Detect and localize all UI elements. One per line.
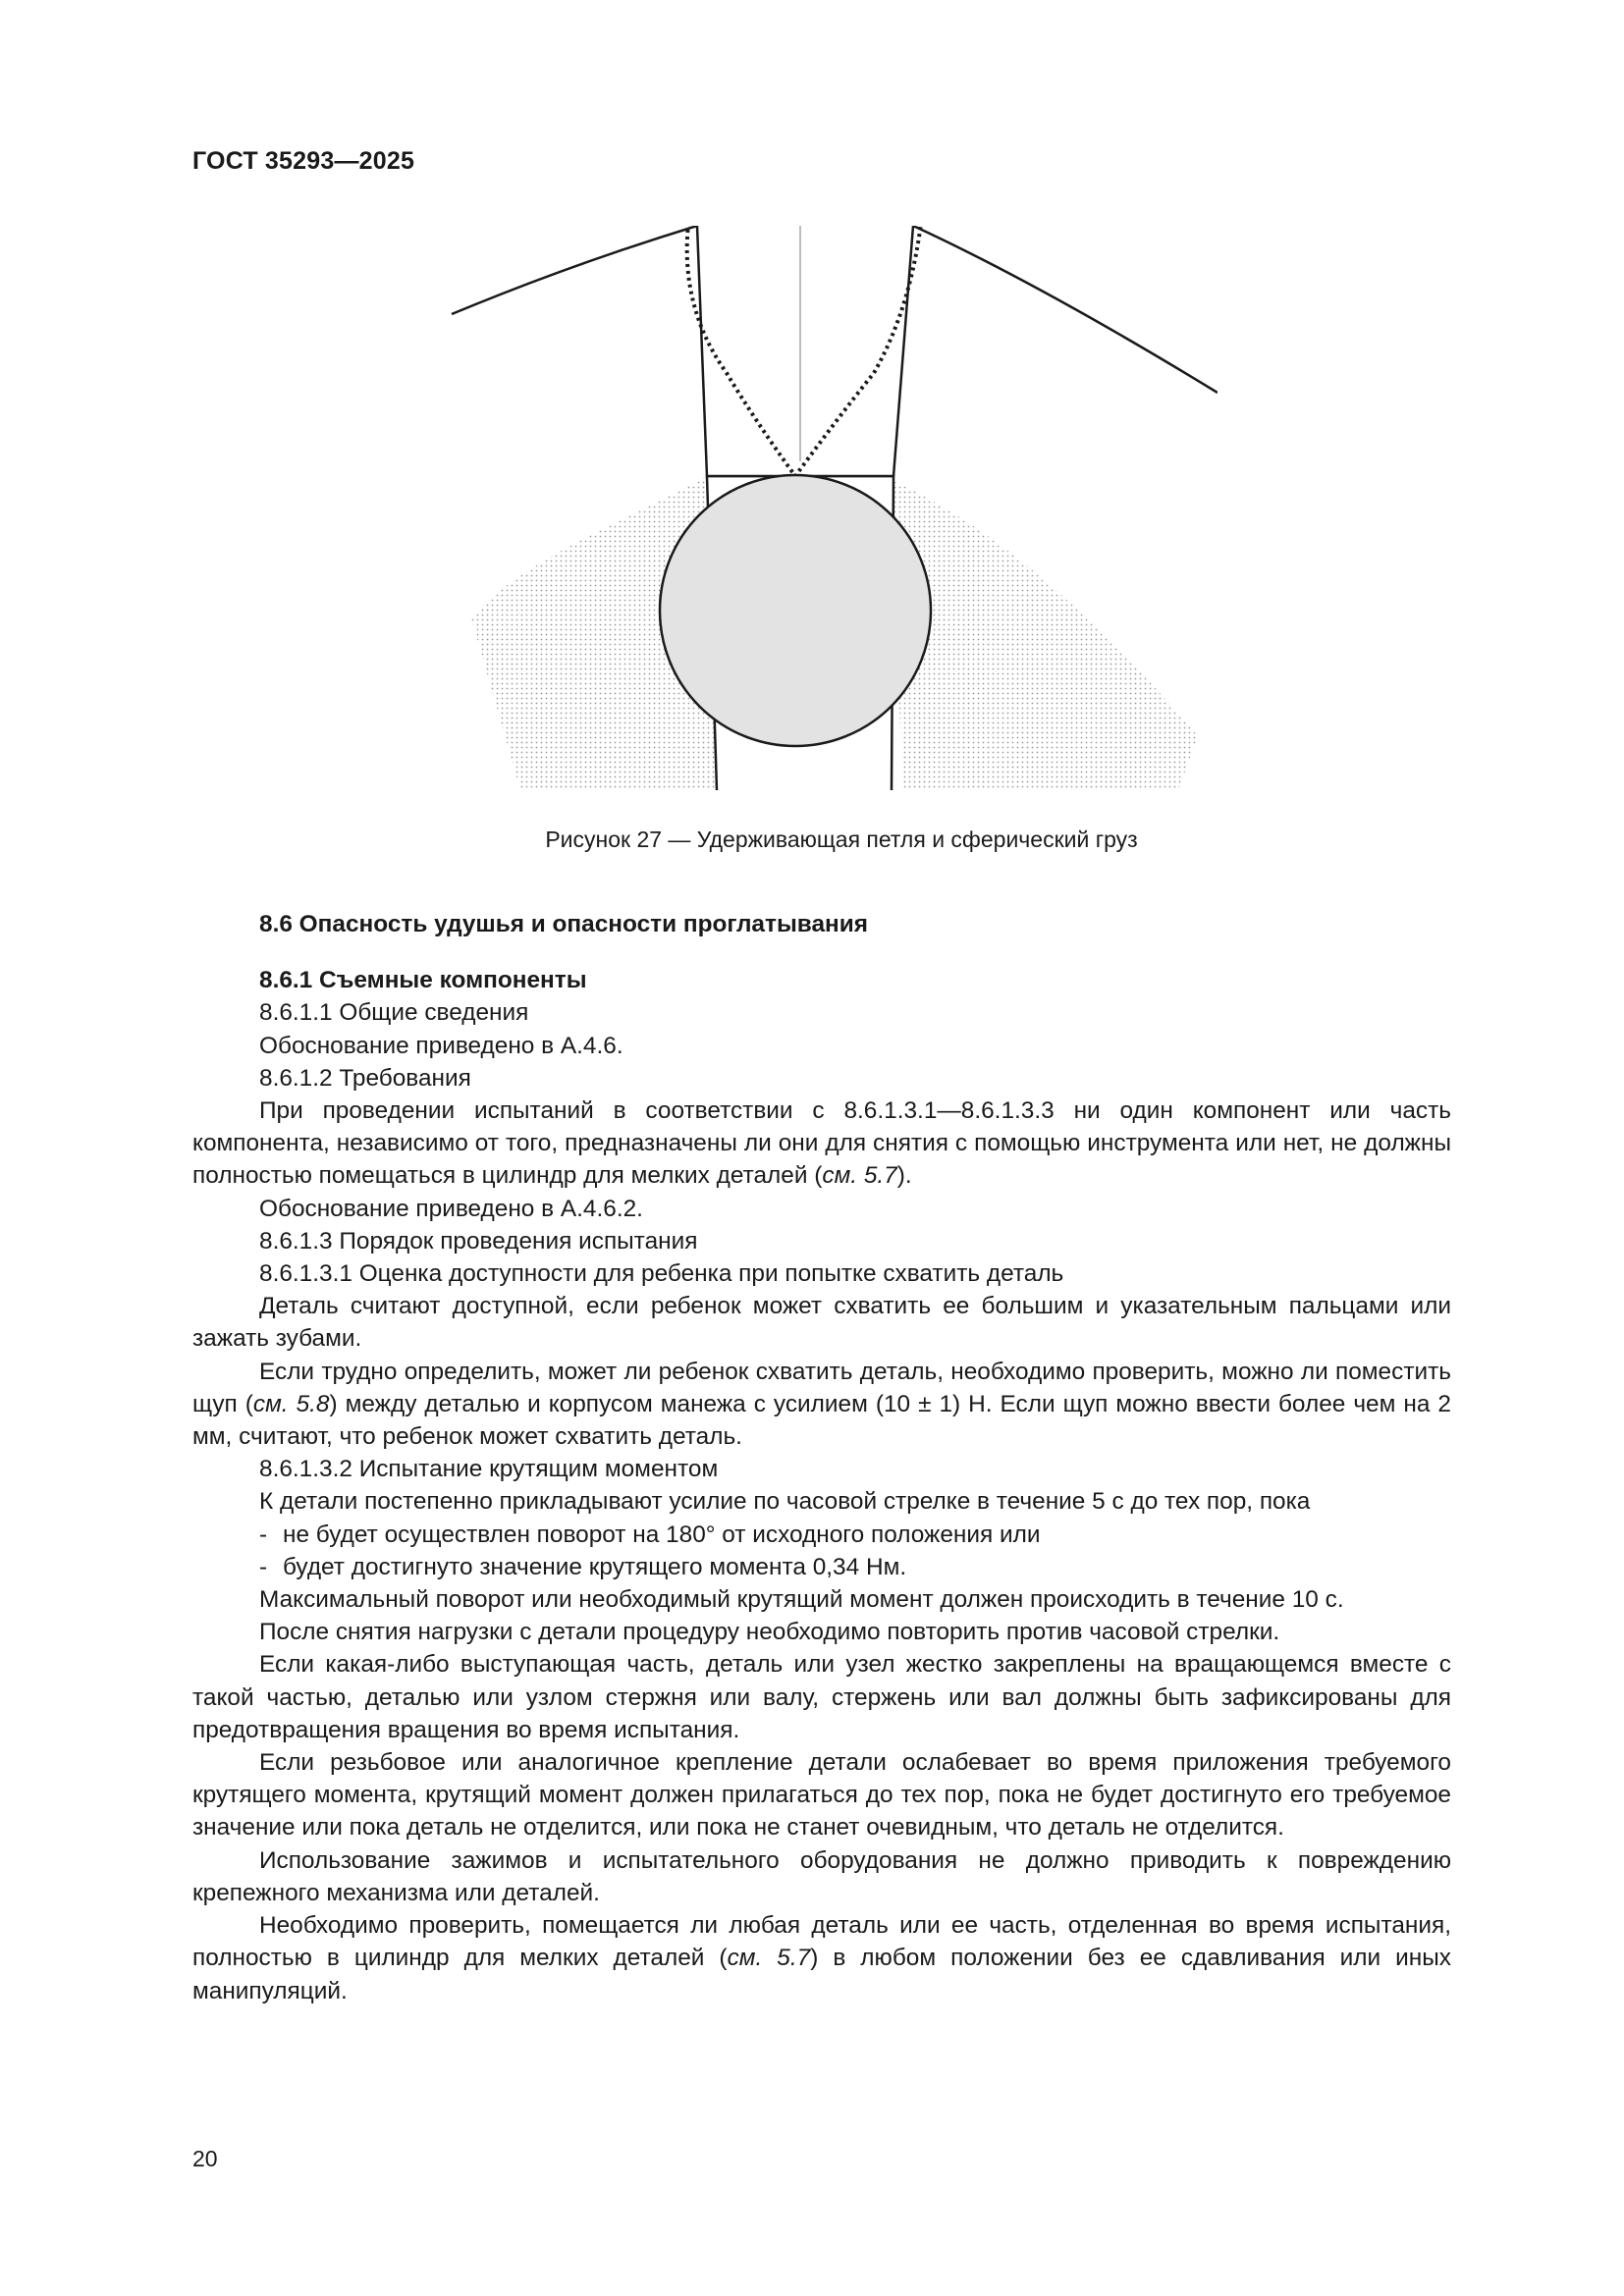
- figure-caption: Рисунок 27 — Удерживающая петля и сферический груз: [545, 827, 1138, 852]
- section-heading-8-6: 8.6 Опасность удушья и опасности проглатывания: [259, 911, 868, 937]
- paragraph: После снятия нагрузки с детали процедуру необходимо повторить против часовой стрелки.: [259, 1619, 1280, 1646]
- section-body: [192, 908, 1451, 2007]
- paragraph: 8.6.1.3 Порядок проведения испытания: [259, 1227, 698, 1255]
- paragraph: Деталь считают доступной, если ребенок может схватить ее большим и указательным пальцами или зажать зубами.: [192, 1293, 1451, 1353]
- paragraph: Если резьбовое или аналогичное крепление детали ослабевает во время приложения требуемого крутящего момента, крутящий момент должен прилагаться до тех пор, пока не будет достигнуто его требуемое значение или пока деталь не отделится, или пока не станет очевидным, что деталь не отделится.: [192, 1749, 1451, 1842]
- paragraph: Если трудно определить, может ли ребенок схватить деталь, необходимо проверить, можно ли поместить щуп (см. 5.8) между деталью и корпусом манежа с усилием (10 ± 1) Н. Если щуп можно ввести более чем на 2 мм, считают, что ребенок может схватить деталь.: [192, 1358, 1451, 1451]
- corner-cap: [697, 226, 913, 476]
- spherical-weight: [660, 475, 931, 746]
- paragraph: Если какая-либо выступающая часть, деталь или узел жестко закреплены на вращающемся вместе с такой частью, деталью или узлом стержня или валу, стержень или вал должны быть зафиксированы для предотвращения вращения во время испытания.: [192, 1651, 1451, 1743]
- paragraph: Использование зажимов и испытательного оборудования не должно приводить к повреждению крепежного механизма или деталей.: [192, 1846, 1451, 1906]
- paragraph: Обоснование приведено в А.4.6.2.: [259, 1195, 643, 1222]
- list-item: - будет достигнуто значение крутящего момента 0,34 Нм.: [259, 1553, 907, 1580]
- paragraph: Необходимо проверить, помещается ли любая деталь или ее часть, отделенная во время испытания, полностью в цилиндр для мелких деталей (см. 5.7) в любом положении без ее сдавливания или иных манипуляций.: [192, 1912, 1451, 2004]
- paragraph: 8.6.1.3.1 Оценка доступности для ребенка при попытке схватить деталь: [259, 1260, 1064, 1288]
- list-item: - не будет осуществлен поворот на 180° от исходного положения или: [259, 1521, 1041, 1548]
- paragraph: 8.6.1.3.2 Испытание крутящим моментом: [259, 1456, 719, 1483]
- paragraph: 8.6.1.1 Общие сведения: [259, 999, 529, 1027]
- paragraph: Максимальный поворот или необходимый крутящий момент должен происходить в течение 10 с.: [259, 1586, 1344, 1614]
- top-rail-right: [913, 226, 1218, 393]
- paragraph: Обоснование приведено в А.4.6.: [259, 1032, 623, 1059]
- section-heading-8-6-1: 8.6.1 Съемные компоненты: [259, 967, 587, 994]
- shaded-panel-right: [889, 479, 1198, 790]
- top-rail-left: [452, 226, 697, 314]
- paragraph: 8.6.1.2 Требования: [259, 1064, 471, 1092]
- page-number: 20: [192, 2146, 218, 2171]
- document-code: ГОСТ 35293—2025: [192, 147, 415, 175]
- figure-retaining-loop-illustration: [432, 226, 1218, 795]
- paragraph: К детали постепенно прикладывают усилие по часовой стрелке в течение 5 с до тех пор, пока: [259, 1488, 1311, 1516]
- paragraph: При проведении испытаний в соответствии с 8.6.1.3.1—8.6.1.3.3 ни один компонент или часть компонента, независимо от того, предназначены ли они для снятия с помощью инструмента или нет, не должны полностью помещаться в цилиндр для мелких деталей (см. 5.7).: [192, 1097, 1451, 1190]
